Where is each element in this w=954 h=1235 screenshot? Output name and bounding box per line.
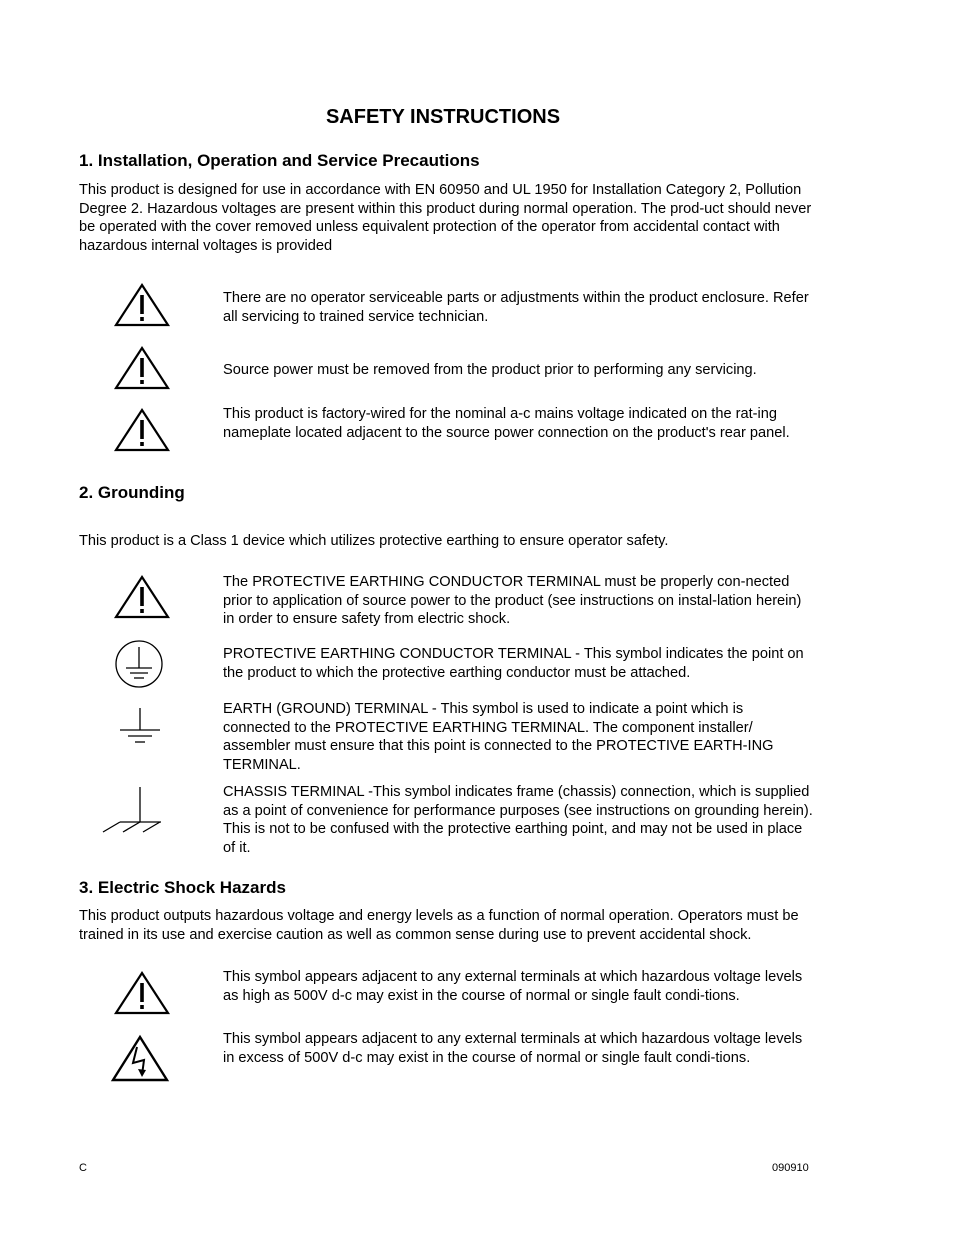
earth-ground-icon — [118, 706, 162, 746]
shock-hazard-text: This symbol appears adjacent to any external terminals at which hazardous voltage levels in excess of 500V d-c may exist in the course of normal or single fault condi-tions. — [223, 1031, 803, 1066]
caution-icon — [112, 574, 172, 620]
precaution-text: This product is factory-wired for the nominal a-c mains voltage indicated on the rat-ing nameplate located adjacent to the source power connection on the product's rear panel. — [223, 406, 790, 441]
caution-icon — [112, 345, 172, 391]
shock-hazard-text: This symbol appears adjacent to any external terminals at which hazardous voltage levels as high as 500V d-c may exist in the course of normal or single fault condi-tions. — [223, 969, 803, 1004]
grounding-text: EARTH (GROUND) TERMINAL - This symbol is used to indicate a point which is connected to the PROTECTIVE EARTHING TERMINAL. The component installer/ assembler must ensure that this point is connected to the PROTECTIVE EARTH-ING TERMINAL. — [223, 701, 774, 773]
footer-document-number: 090910 — [772, 1162, 809, 1174]
section-heading-grounding: 2. Grounding — [79, 483, 185, 502]
page-title: SAFETY INSTRUCTIONS — [325, 106, 561, 128]
grounding-text: The PROTECTIVE EARTHING CONDUCTOR TERMINAL must be properly con-nected prior to application of source power to the product (see instructions on instal-lation herein) in order to ensure safety from electric shock. — [223, 574, 802, 628]
caution-icon — [112, 407, 172, 453]
grounding-text: CHASSIS TERMINAL -This symbol indicates frame (chassis) connection, which is supplied as a point of convenience for performance purposes (see instructions on grounding herein). This is not to be confused with the protective earthing point, and may not be used in place of it. — [223, 784, 813, 856]
protective-earth-icon — [114, 638, 164, 690]
section-intro-grounding: This product is a Class 1 device which utilizes protective earthing to ensure operator safety. — [79, 533, 669, 549]
precaution-text: Source power must be removed from the product prior to performing any servicing. — [223, 362, 757, 378]
chassis-ground-icon — [100, 785, 164, 835]
footer-revision: C — [79, 1162, 87, 1174]
section-heading-shock-hazards: 3. Electric Shock Hazards — [79, 878, 286, 897]
section-intro-shock-hazards: This product outputs hazardous voltage and energy levels as a function of normal operation. Operators must be trained in its use and exercise caution as well as common sense during use to prevent accidental shock. — [79, 908, 799, 943]
precaution-text: There are no operator serviceable parts or adjustments within the product enclosure. Refer all servicing to trained service technician. — [223, 290, 809, 325]
caution-icon — [112, 970, 172, 1016]
grounding-text: PROTECTIVE EARTHING CONDUCTOR TERMINAL - This symbol indicates the point on the product to which the protective earthing conductor must be attached. — [223, 646, 804, 681]
caution-icon — [112, 282, 172, 328]
high-voltage-icon — [110, 1034, 170, 1084]
section-intro-installation: This product is designed for use in accordance with EN 60950 and UL 1950 for Installation Category 2, Pollution Degree 2. Hazardous voltages are present within this product during normal operation. The prod-uct should never be operated with the cover removed unless equivalent protection of the operator from accidental contact with hazardous internal voltages is provided — [79, 182, 812, 254]
section-heading-installation: 1. Installation, Operation and Service Precautions — [79, 151, 480, 170]
